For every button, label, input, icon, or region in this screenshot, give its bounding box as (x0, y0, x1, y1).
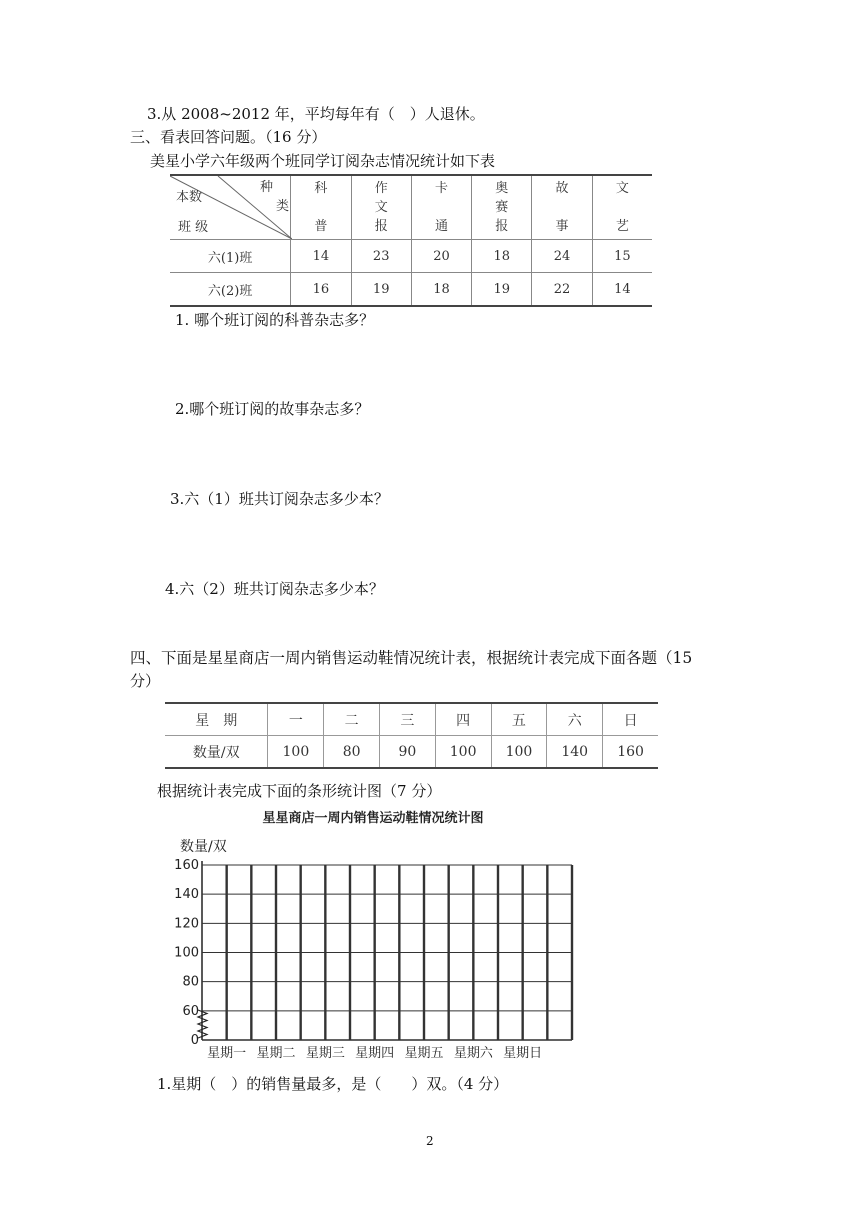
table-cell: 14 (291, 240, 351, 273)
chart-instruction: 根据统计表完成下面的条形统计图（7 分） (157, 782, 442, 800)
table-cell: 16 (291, 273, 351, 307)
bar-chart-grid (160, 805, 590, 1065)
table-cell: 15 (592, 240, 652, 273)
row-label: 六(2)班 (170, 273, 291, 307)
y-tick-label: 120 (174, 916, 199, 932)
y-tick-label: 100 (174, 945, 199, 961)
table-cell: 100 (491, 736, 547, 769)
question-1: 1. 哪个班订阅的科普杂志多？ (175, 311, 375, 329)
header-composition: 作 文 报 (351, 175, 411, 240)
final-question: 1.星期（ ）的销售量最多，是（ ）双。（4 分） (157, 1075, 509, 1093)
x-tick-label: 星期五 (404, 1046, 444, 1061)
x-tick-label: 星期六 (453, 1046, 493, 1061)
table-cell: 100 (268, 736, 324, 769)
header-literature: 文 艺 (615, 181, 629, 234)
x-tick-label: 星期一 (207, 1046, 247, 1061)
table-cell: 24 (532, 240, 592, 273)
y-tick-label: 140 (174, 887, 199, 903)
table-row (165, 703, 658, 736)
magazine-subscription-table (170, 174, 652, 307)
table-cell: 三 (380, 703, 436, 736)
question-2: 2.哪个班订阅的故事杂志多？ (175, 400, 370, 418)
corner-mid-right: 类 (276, 199, 290, 214)
x-tick-label: 星期四 (355, 1046, 395, 1061)
x-tick-label: 星期三 (305, 1046, 345, 1061)
table-cell: 六 (547, 703, 603, 736)
question-3-item: 3.从 2008~2012 年，平均每年有（ ）人退休。 (147, 105, 485, 123)
table-cell: 五 (491, 703, 547, 736)
chart-y-label: 数量/双 (180, 839, 227, 855)
corner-bottom-left: 班 级 (178, 220, 209, 235)
chart-title: 星星商店一周内销售运动鞋情况统计图 (262, 811, 484, 826)
row-label: 星 期 (165, 703, 268, 736)
header-olympiad: 奥 赛 报 (472, 175, 532, 240)
table-row (170, 240, 652, 273)
table1-corner-cell (170, 175, 291, 240)
question-4: 4.六（2）班共订阅杂志多少本？ (165, 580, 384, 598)
x-tick-label: 星期日 (503, 1046, 543, 1061)
row-label: 六(1)班 (170, 240, 291, 273)
y-tick-label: 60 (182, 1004, 199, 1019)
section-4-title-cont: 分） (130, 672, 161, 690)
table-cell: 100 (435, 736, 491, 769)
table-cell: 160 (603, 736, 658, 769)
table-cell: 14 (592, 273, 652, 307)
section-4-title: 四、下面是星星商店一周内销售运动鞋情况统计表，根据统计表完成下面各题（15 (130, 649, 693, 667)
table-cell: 19 (472, 273, 532, 307)
table-row (170, 273, 652, 307)
table-cell: 日 (623, 712, 638, 729)
header-story: 故 事 (532, 175, 592, 240)
corner-top-right: 种 (260, 180, 274, 195)
corner-mid-left: 本数 (176, 190, 203, 205)
table-row (165, 736, 658, 769)
shoe-sales-table (165, 702, 658, 769)
section-3-title: 三、看表回答问题。（16 分） (130, 128, 327, 146)
table-cell: 23 (351, 240, 411, 273)
table-cell: 140 (547, 736, 603, 769)
row-label: 数量/双 (165, 736, 268, 769)
table-cell: 90 (380, 736, 436, 769)
table1-caption: 美星小学六年级两个班同学订阅杂志情况统计如下表 (150, 152, 496, 170)
table-cell: 22 (532, 273, 592, 307)
table-cell: 18 (411, 273, 471, 307)
table-cell: 80 (324, 736, 380, 769)
page-number: 2 (426, 1134, 434, 1148)
header-cartoon: 卡 通 (411, 175, 471, 240)
table-cell: 四 (435, 703, 491, 736)
table-cell: 一 (268, 703, 324, 736)
table-cell: 二 (324, 703, 380, 736)
question-3: 3.六（1）班共订阅杂志多少本？ (170, 490, 389, 508)
table-cell: 19 (351, 273, 411, 307)
y-tick-label: 0 (190, 1033, 199, 1048)
y-tick-label: 160 (174, 858, 199, 873)
x-tick-label: 星期二 (256, 1046, 296, 1061)
header-science: 科 普 (291, 175, 351, 240)
table-cell: 18 (472, 240, 532, 273)
table-cell: 20 (411, 240, 471, 273)
y-tick-label: 80 (182, 974, 199, 990)
